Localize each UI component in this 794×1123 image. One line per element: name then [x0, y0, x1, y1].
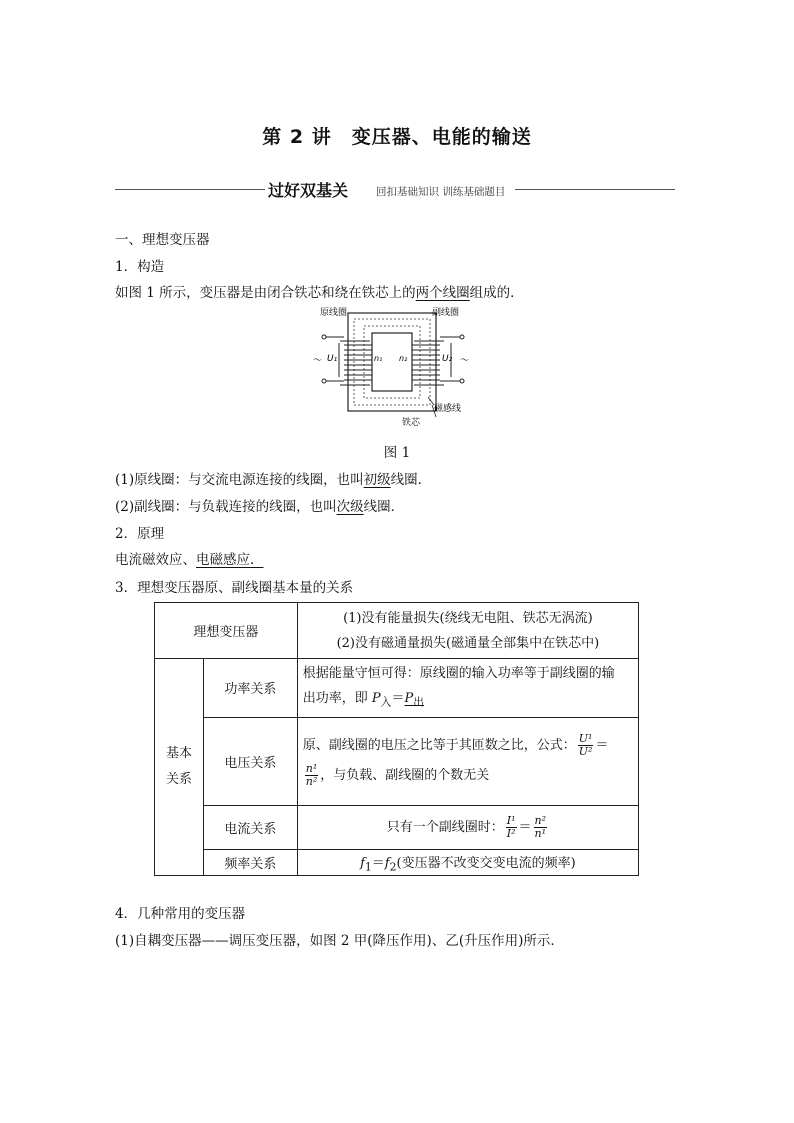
banner-title: 过好双基关 — [268, 181, 349, 200]
fraction-n: $\frac{\text{n¹}}{\text{n²}}$ — [305, 762, 318, 789]
table-row — [155, 805, 639, 849]
table-row — [155, 717, 639, 805]
cell-current-text: 只有一个副线圈时： $\frac{\text{I¹}}{\text{I²}}$ ＝ $\frac{\text{n²}}{\text{n¹}}$ — [297, 805, 638, 849]
terminal-right-bottom — [460, 379, 464, 383]
page-title: 第 2 讲 变压器、电能的输送 — [262, 126, 532, 148]
cell-ideal-transformer: 理想变压器 — [155, 603, 298, 659]
cell-voltage-text: 原、副线圈的电压之比等于其匝数之比，公式： $\frac{\text{U¹}}{\text{U²}}$ ＝ $\frac{\text{n¹}}{\text{n²}}$ ，与负载、副线圈的个数无关 — [297, 717, 638, 805]
label-u1: U₁ — [327, 354, 338, 364]
cell-frequency-text: $f_1=f_2$(变压器不改变交变电流的频率) — [297, 849, 638, 876]
core-outer — [348, 313, 436, 411]
cell-power-label: 功率关系 — [203, 659, 297, 718]
subsection-heading: 1．构造 — [115, 259, 165, 275]
label-n1: n₁ — [374, 354, 383, 363]
paragraph: 电流磁效应、电磁感应． — [115, 552, 264, 568]
cell-current-label: 电流关系 — [203, 805, 297, 849]
subsection-heading: 4．几种常用的变压器 — [115, 906, 246, 922]
cell-frequency-label: 频率关系 — [203, 849, 297, 876]
fraction-n-inverse: $\frac{\text{n²}}{\text{n¹}}$ — [534, 813, 547, 840]
paragraph: (1)自耦变压器——调压变压器，如图 2 甲(降压作用)、乙(升压作用)所示． — [115, 933, 564, 949]
table-row — [155, 659, 639, 718]
transformer-diagram — [310, 305, 480, 433]
label-secondary-coil: 副线圈 — [432, 308, 460, 318]
banner-rule-left — [115, 189, 265, 190]
terminal-right-top — [460, 335, 464, 339]
label-u2: U₂ — [442, 354, 453, 364]
flux-line-outer — [354, 319, 430, 405]
table-row — [155, 603, 639, 659]
subsection-heading: 3．理想变压器原、副线圈基本量的关系 — [115, 580, 354, 596]
tilde-left: ～ — [313, 356, 323, 366]
key-term: 次级 — [336, 499, 364, 515]
section-heading: 一、理想变压器 — [115, 232, 210, 248]
label-iron-core: 铁芯 — [402, 418, 421, 428]
table-row — [155, 849, 639, 876]
label-flux-line: 磁感线 — [434, 404, 462, 414]
primary-coil — [340, 341, 372, 385]
tilde-right: ～ — [460, 356, 470, 366]
key-term: $P_出$ — [404, 691, 425, 709]
cell-voltage-label: 电压关系 — [203, 717, 297, 805]
label-primary-coil: 原线圈 — [320, 308, 348, 318]
banner-subtitle: 回扣基础知识 训练基础题目 — [376, 186, 506, 198]
fraction-u: $\frac{\text{U¹}}{\text{U²}}$ — [578, 732, 593, 759]
banner-rule-right — [515, 189, 675, 190]
terminal-left-top — [322, 335, 326, 339]
cell-basic-relation: 基本 关系 — [155, 659, 204, 876]
paragraph: 如图 1 所示，变压器是由闭合铁芯和绕在铁芯上的两个线圈组成的． — [115, 285, 524, 301]
key-term: 电磁感应． — [196, 552, 264, 568]
subsection-heading: 2．原理 — [115, 526, 165, 542]
figure-caption: 图 1 — [383, 445, 411, 461]
relations-table — [154, 602, 639, 876]
label-n2: n₂ — [399, 354, 408, 363]
secondary-coil — [412, 341, 444, 385]
fraction-i: $\frac{\text{I¹}}{\text{I²}}$ — [506, 813, 516, 840]
paragraph: (2)副线圈：与负载连接的线圈，也叫次级线圈． — [115, 499, 405, 515]
cell-power-text: 根据能量守恒可得：原线圈的输入功率等于副线圈的输 出功率，即 $P_入=P_出$ — [297, 659, 638, 718]
paragraph: (1)原线圈：与交流电源连接的线圈，也叫初级线圈． — [115, 472, 432, 488]
terminal-left-bottom — [322, 379, 326, 383]
key-term: 初级 — [363, 472, 391, 488]
cell-conditions: (1)没有能量损失(绕线无电阻、铁芯无涡流) (2)没有磁通量损失(磁通量全部集中在铁芯中) — [297, 603, 638, 659]
key-term: 两个线圈 — [415, 285, 470, 301]
